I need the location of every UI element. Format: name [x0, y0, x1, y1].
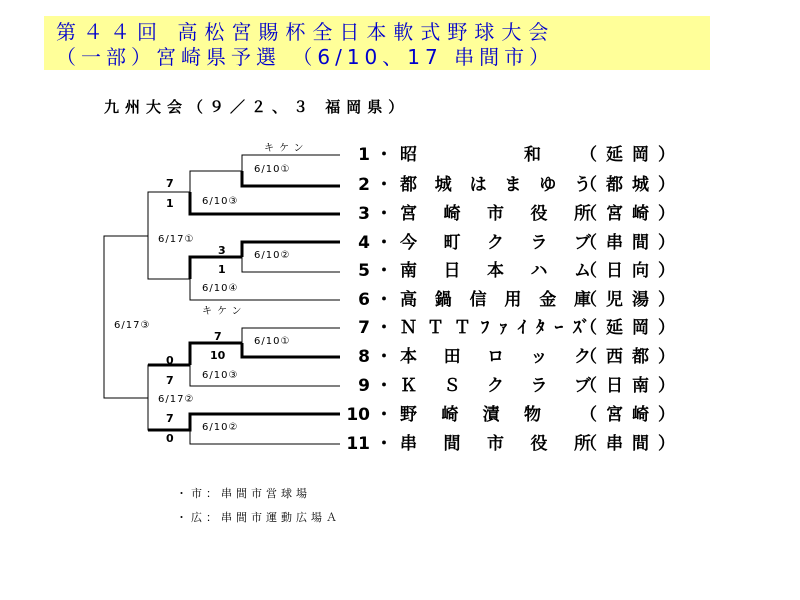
team-number: 3 [358, 204, 370, 224]
score-m9-top: 0 [166, 354, 174, 367]
team-name: 昭 和 [400, 145, 550, 165]
team-row-2 [342, 173, 682, 197]
team-bullet: ・ [375, 347, 393, 367]
team-bullet: ・ [375, 145, 393, 165]
team-bullet: ・ [375, 318, 393, 338]
team-bullet: ・ [375, 204, 393, 224]
team-area: （西都） [580, 347, 684, 367]
score-m8-top: 7 [214, 330, 222, 343]
title-line-1: 第４４回 高松宮賜杯全日本軟式野球大会 [56, 20, 556, 44]
score-m5-bottom: 1 [166, 197, 174, 210]
team-bullet: ・ [375, 405, 393, 425]
match-label-m6: 6/17③ [114, 320, 151, 331]
team-area: （都城） [580, 175, 684, 195]
team-number: 1 [358, 145, 370, 165]
team-name: 本田ロック [400, 347, 600, 367]
match-label-m10: 6/10② [202, 422, 239, 433]
team-row-1 [342, 143, 682, 167]
team-bullet: ・ [375, 175, 393, 195]
team-row-11 [342, 432, 682, 456]
score-m9-mid: 7 [166, 374, 174, 387]
venue-note-1: ・市：串間市営球場 [176, 487, 311, 500]
team-row-4 [342, 231, 682, 255]
team-name: ＮＴＴﾌｧｲﾀｰｽﾞ [400, 318, 600, 338]
team-row-10 [342, 403, 682, 427]
team-number: 9 [358, 376, 370, 396]
match-label-m9: 6/17② [158, 394, 195, 405]
title-line-2: （一部）宮崎県予選 （6/10、17 串間市） [56, 45, 555, 69]
match-label-m4: 6/10④ [202, 283, 239, 294]
team-number: 2 [358, 175, 370, 195]
match-label-m1: 6/10① [254, 164, 291, 175]
score-m5-top: 7 [166, 177, 174, 190]
team-number: 11 [346, 434, 370, 454]
team-number: 7 [358, 318, 370, 338]
team-bullet: ・ [375, 233, 393, 253]
team-name: 都城はまゆう [400, 175, 600, 195]
match-label-m2: 6/10③ [202, 196, 239, 207]
match-label-m5: 6/17① [158, 234, 195, 245]
score-m4-top: 3 [218, 244, 226, 257]
team-area: （児湯） [580, 290, 684, 310]
team-row-6 [342, 288, 682, 312]
team-name: 高鍋信用金庫 [400, 290, 600, 310]
team-name: 宮崎市役所 [400, 204, 600, 224]
match-label-m7: 6/10① [254, 336, 291, 347]
team-number: 5 [358, 261, 370, 281]
team-area: （串間） [580, 233, 684, 253]
team-bullet: ・ [375, 376, 393, 396]
team-bullet: ・ [375, 434, 393, 454]
team-name: 南日本ハム [400, 261, 600, 281]
score-m9-bottom: 0 [166, 432, 174, 445]
forfeit-label-2: キケン [202, 306, 247, 317]
winner-line-10 [148, 414, 340, 430]
forfeit-label-1: キケン [264, 143, 309, 154]
team-row-5 [342, 259, 682, 283]
team-area: （宮崎） [580, 405, 684, 425]
team-row-8 [342, 345, 682, 369]
score-m4-bottom: 1 [218, 263, 226, 276]
team-area: （延岡） [580, 318, 684, 338]
subtitle: 九州大会（９／２、３ 福岡県） [104, 98, 410, 116]
team-name: ＫＳクラブ [400, 376, 600, 396]
team-area: （串間） [580, 434, 684, 454]
team-area: （日向） [580, 261, 684, 281]
bracket-line-m6 [104, 236, 151, 398]
team-area: （延岡） [580, 145, 684, 165]
team-number: 10 [346, 405, 370, 425]
team-number: 4 [358, 233, 370, 253]
team-area: （日南） [580, 376, 684, 396]
team-name: 野崎漬物 [400, 405, 550, 425]
team-row-3 [342, 202, 682, 226]
venue-note-2: ・広：串間市運動広場Ａ [176, 511, 341, 524]
team-area: （宮崎） [580, 204, 684, 224]
team-bullet: ・ [375, 290, 393, 310]
match-label-m8: 6/10③ [202, 370, 239, 381]
team-name: 今町クラブ [400, 233, 600, 253]
team-number: 8 [358, 347, 370, 367]
team-number: 6 [358, 290, 370, 310]
match-label-m3: 6/10② [254, 250, 291, 261]
winner-line-4b [190, 257, 242, 279]
team-row-7 [342, 316, 682, 340]
team-bullet: ・ [375, 261, 393, 281]
team-row-9 [342, 374, 682, 398]
score-m8-bottom: 10 [210, 349, 226, 362]
team-name: 串間市役所 [400, 434, 600, 454]
score-m9-lower: 7 [166, 412, 174, 425]
